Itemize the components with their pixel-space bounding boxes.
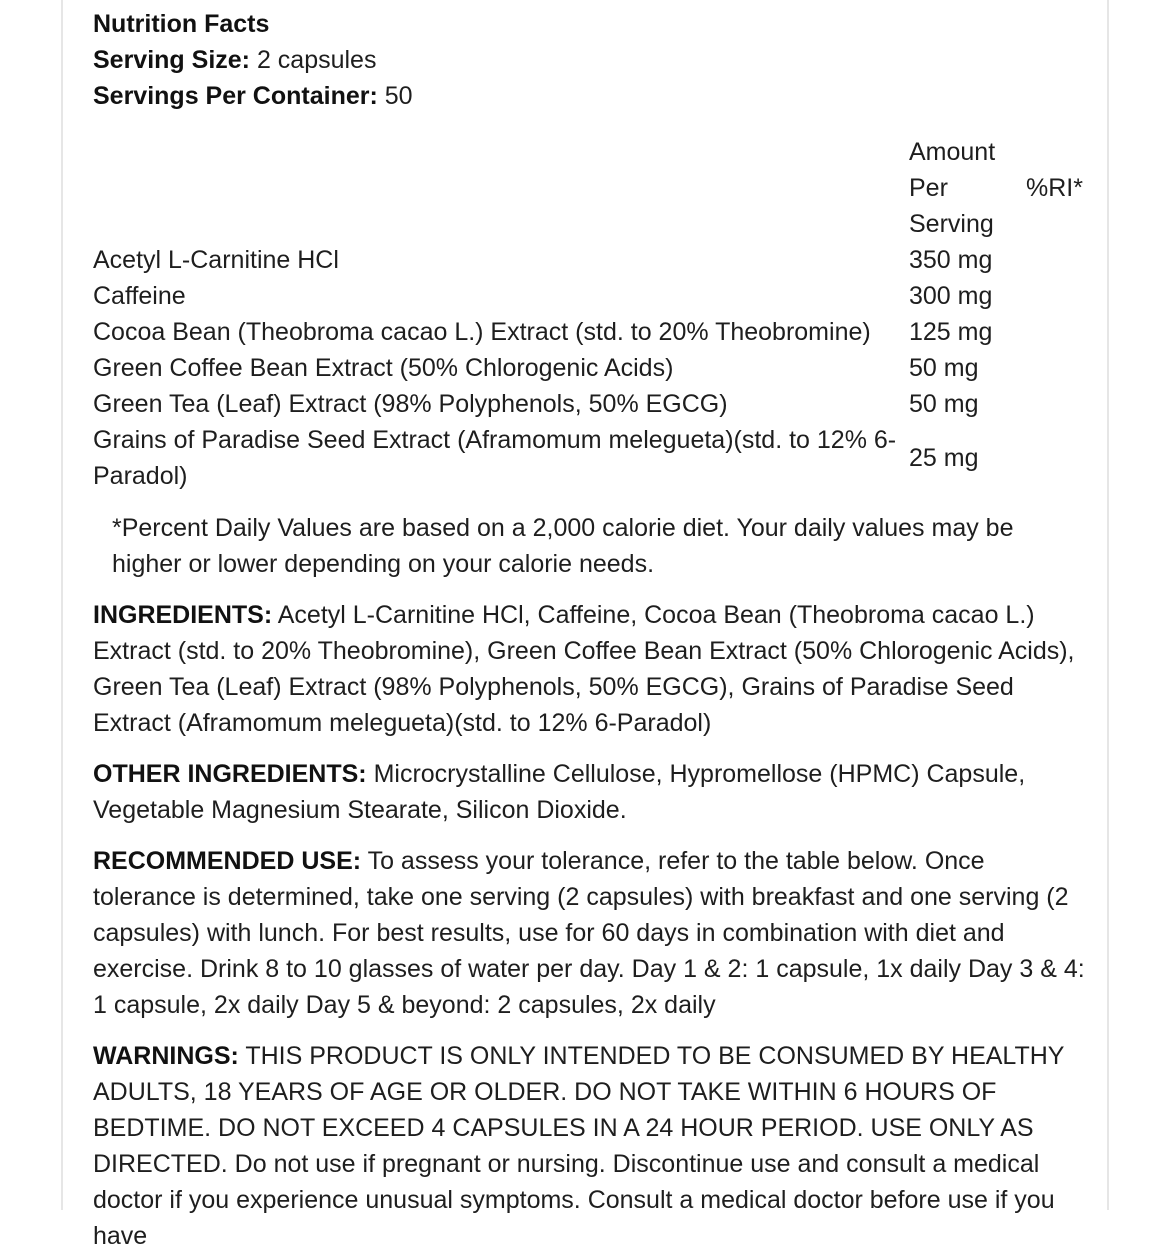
ingredient-ri xyxy=(1026,422,1088,494)
ingredient-ri xyxy=(1026,350,1088,386)
table-row xyxy=(93,314,1088,350)
ingredient-ri xyxy=(1026,386,1088,422)
ingredient-ri xyxy=(1026,278,1088,314)
ingredient-ri xyxy=(1026,242,1088,278)
ingredient-amount: 50 mg xyxy=(909,354,979,382)
amount-header-line-2: Per xyxy=(909,174,948,202)
warnings-paragraph xyxy=(93,1038,1088,1254)
serving-size-label: Serving Size: xyxy=(93,46,250,74)
ingredient-amount: 25 mg xyxy=(909,444,979,472)
ingredient-name: Grains of Paradise Seed Extract (Aframomum melegueta)(std. to 12% 6-Paradol) xyxy=(93,426,897,490)
other-ingredients-label: OTHER INGREDIENTS: xyxy=(93,760,367,788)
recommended-use-text: To assess your tolerance, refer to the table below. Once tolerance is determined, take one serving (2 capsules) with breakfast and one serving (2 capsules) with lunch. For best results, use for 60 days in combination with diet and exercise. Drink 8 to 10 glasses of water per day. Day 1 & 2: 1 capsule, 1x daily Day 3 & 4: 1 capsule, 2x daily Day 5 & beyond: 2 capsules, 2x daily xyxy=(93,847,1085,1019)
ri-percent-header: %RI* xyxy=(1026,174,1083,202)
ingredient-amount: 300 mg xyxy=(909,282,993,310)
table-row xyxy=(93,422,1088,494)
warnings-text: THIS PRODUCT IS ONLY INTENDED TO BE CONSUMED BY HEALTHY ADULTS, 18 YEARS OF AGE OR OLDER. DO NOT TAKE WITHIN 6 HOURS OF BEDTIME. DO NOT EXCEED 4 CAPSULES IN A 24 HOUR PERIOD. USE ONLY AS DIRECTED. Do not use if pregnant or nursing. Discontinue use and consult a medical doctor if you experience unusual symptoms. Consult a medical doctor before use if you have xyxy=(93,1042,1065,1250)
ingredient-name: Cocoa Bean (Theobroma cacao L.) Extract (std. to 20% Theobromine) xyxy=(93,318,871,346)
ingredient-name: Caffeine xyxy=(93,282,186,310)
servings-per-container-label: Servings Per Container: xyxy=(93,82,378,110)
amount-header-line-3: Serving xyxy=(909,210,994,238)
daily-value-footnote: *Percent Daily Values are based on a 2,000 calorie diet. Your daily values may be higher or lower depending on your calorie needs. xyxy=(112,514,1014,578)
supplement-facts-table xyxy=(93,134,1088,494)
table-row xyxy=(93,350,1088,386)
warnings-label: WARNINGS: xyxy=(93,1042,239,1070)
product-info-content xyxy=(93,6,1088,1254)
serving-size-line xyxy=(93,42,1088,78)
ingredients-paragraph xyxy=(93,597,1088,741)
ingredient-column-header xyxy=(93,134,909,242)
recommended-use-paragraph xyxy=(93,843,1088,1023)
serving-size-value: 2 capsules xyxy=(250,46,377,74)
other-ingredients-paragraph xyxy=(93,756,1088,828)
ingredient-amount: 350 mg xyxy=(909,246,993,274)
ingredient-ri xyxy=(1026,314,1088,350)
table-row xyxy=(93,278,1088,314)
product-info-panel xyxy=(61,0,1109,1250)
servings-per-container-line xyxy=(93,78,1088,114)
ingredient-amount: 50 mg xyxy=(909,390,979,418)
ingredient-name: Green Tea (Leaf) Extract (98% Polyphenols, 50% EGCG) xyxy=(93,390,728,418)
nutrition-facts-heading: Nutrition Facts xyxy=(93,10,270,38)
table-row xyxy=(93,386,1088,422)
ingredient-name: Acetyl L-Carnitine HCl xyxy=(93,246,339,274)
recommended-use-label: RECOMMENDED USE: xyxy=(93,847,362,875)
other-ingredients-text: Microcrystalline Cellulose, Hypromellose (HPMC) Capsule, Vegetable Magnesium Stearate, Silicon Dioxide. xyxy=(93,760,1026,824)
amount-header-line-1: Amount xyxy=(909,138,996,166)
ingredients-label: INGREDIENTS: xyxy=(93,601,273,629)
servings-per-container-value: 50 xyxy=(377,82,413,110)
ingredient-amount: 125 mg xyxy=(909,318,993,346)
nutrition-facts-title xyxy=(93,6,1088,42)
ingredient-name: Green Coffee Bean Extract (50% Chlorogenic Acids) xyxy=(93,354,674,382)
table-header-row xyxy=(93,134,1088,242)
ingredients-text: Acetyl L-Carnitine HCl, Caffeine, Cocoa Bean (Theobroma cacao L.) Extract (std. to 20% Theobromine), Green Coffee Bean Extract (50% Chlorogenic Acids), Green Tea (Leaf) Extract (98% Polyphenols, 50% EGCG), Grains of Paradise Seed Extract (Aframomum melegueta)(std. to 12% 6-Paradol) xyxy=(93,601,1075,737)
table-row xyxy=(93,242,1088,278)
amount-per-serving-header xyxy=(909,134,1026,242)
